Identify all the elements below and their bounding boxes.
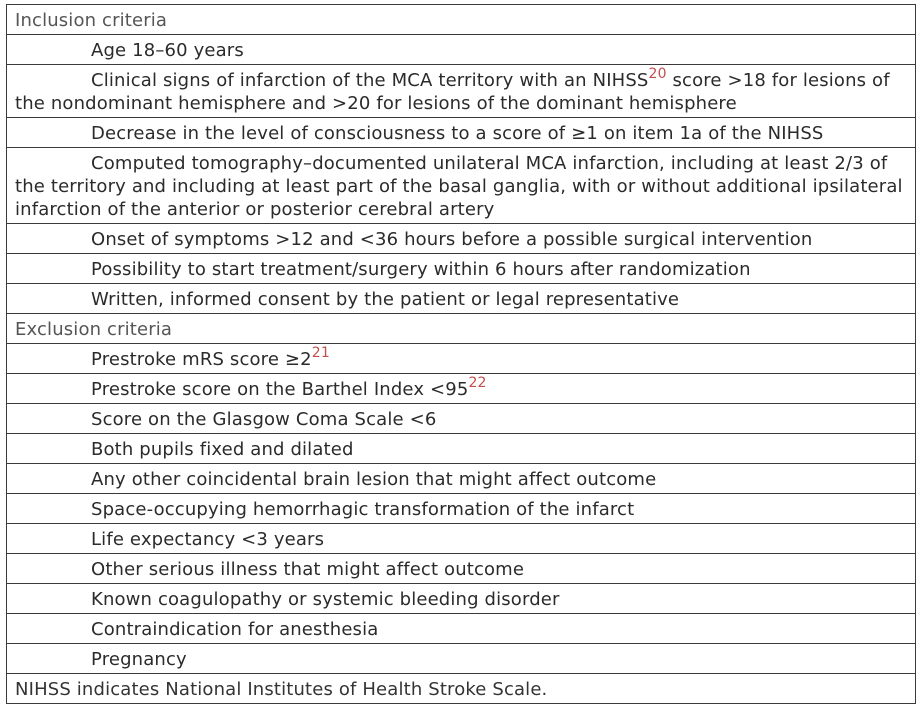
inclusion-criteria-heading: Inclusion criteria bbox=[6, 4, 916, 35]
criterion-text: score >18 for lesions of the nondominant hemisphere and >20 for lesions of the dominant hemisphere bbox=[15, 70, 890, 114]
exclusion-row bbox=[6, 584, 916, 614]
inclusion-row bbox=[6, 224, 916, 254]
criteria-table bbox=[6, 4, 916, 704]
criterion-text: Prestroke score on the Barthel Index <95 bbox=[91, 379, 469, 400]
criterion-text: Other serious illness that might affect outcome bbox=[91, 559, 525, 580]
criterion-text: Both pupils fixed and dilated bbox=[91, 439, 354, 460]
exclusion-row bbox=[6, 494, 916, 524]
inclusion-row bbox=[6, 118, 916, 148]
exclusion-row bbox=[6, 614, 916, 644]
criterion-text: Prestroke mRS score ≥2 bbox=[91, 349, 312, 370]
reference-marker[interactable]: 20 bbox=[648, 66, 667, 82]
inclusion-row bbox=[6, 35, 916, 65]
inclusion-row bbox=[6, 284, 916, 314]
reference-marker[interactable]: 22 bbox=[468, 375, 487, 391]
exclusion-row bbox=[6, 464, 916, 494]
criterion-text: Onset of symptoms >12 and <36 hours before a possible surgical intervention bbox=[91, 229, 813, 250]
criterion-text: Age 18–60 years bbox=[91, 40, 244, 61]
exclusion-row bbox=[6, 554, 916, 584]
exclusion-row bbox=[6, 344, 916, 374]
exclusion-row bbox=[6, 434, 916, 464]
criterion-text: Computed tomography–documented unilateral MCA infarction, including at least 2/3 of the territory and including at least part of the basal ganglia, with or without additional ipsilateral infarction of the anterior or posterior cerebral artery bbox=[15, 153, 903, 220]
exclusion-row bbox=[6, 374, 916, 404]
criterion-text: Space-occupying hemorrhagic transformation of the infarct bbox=[91, 499, 635, 520]
exclusion-row bbox=[6, 524, 916, 554]
criterion-text: Known coagulopathy or systemic bleeding disorder bbox=[91, 589, 560, 610]
criterion-text: Possibility to start treatment/surgery within 6 hours after randomization bbox=[91, 259, 751, 280]
exclusion-criteria-heading: Exclusion criteria bbox=[6, 314, 916, 344]
exclusion-row bbox=[6, 404, 916, 434]
inclusion-row bbox=[6, 254, 916, 284]
criterion-text: Contraindication for anesthesia bbox=[91, 619, 379, 640]
criterion-text: Pregnancy bbox=[91, 649, 187, 670]
criterion-text: Life expectancy <3 years bbox=[91, 529, 325, 550]
inclusion-row bbox=[6, 148, 916, 224]
criterion-text: Clinical signs of infarction of the MCA territory with an NIHSS bbox=[91, 70, 649, 91]
inclusion-row bbox=[6, 65, 916, 118]
criterion-text: Written, informed consent by the patient or legal representative bbox=[91, 289, 680, 310]
criterion-text: Decrease in the level of consciousness to a score of ≥1 on item 1a of the NIHSS bbox=[91, 123, 824, 144]
reference-marker[interactable]: 21 bbox=[311, 345, 330, 361]
criterion-text: Any other coincidental brain lesion that might affect outcome bbox=[91, 469, 657, 490]
criterion-text: Score on the Glasgow Coma Scale <6 bbox=[91, 409, 437, 430]
exclusion-row bbox=[6, 644, 916, 674]
table-footnote: NIHSS indicates National Institutes of Health Stroke Scale. bbox=[6, 674, 916, 704]
